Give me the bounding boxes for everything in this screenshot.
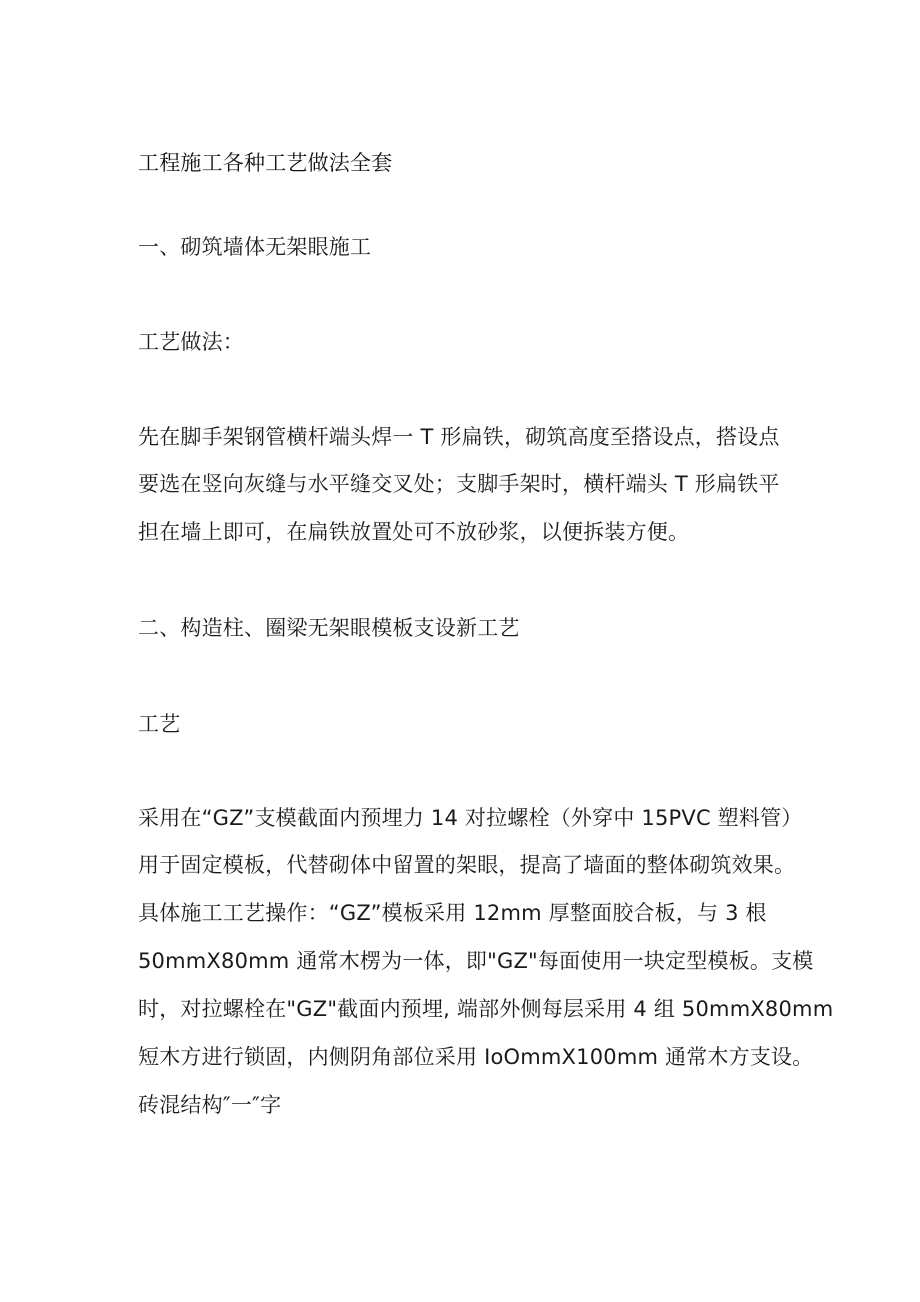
section-1-line-3: 担在墙上即可，在扁铁放置处可不放砂浆，以便拆装方便。	[138, 520, 690, 544]
section-2-line-3: 具体施工工艺操作：“GZ”模板采用 12mm 厚整面胶合板，与 3 根	[138, 901, 767, 925]
section-2-line-4: 50mmX80mm 通常木楞为一体，即"GZ"每面使用一块定型模板。支模	[138, 949, 814, 973]
section-2-line-6: 短木方进行锁固，内侧阴角部位采用 IoOmmX100mm 通常木方支设。	[138, 1045, 814, 1069]
section-1-line-1: 先在脚手架钢管横杆端头焊一 T 形扁铁，砌筑高度至搭设点，搭设点	[138, 425, 780, 449]
section-2-line-5: 时，对拉螺栓在"GZ"截面内预埋, 端部外侧每层采用 4 组 50mmX80mm	[138, 997, 834, 1021]
section-1-subheading: 工艺做法：	[138, 330, 244, 354]
section-1-heading: 一、砌筑墙体无架眼施工	[138, 235, 372, 259]
section-2-line-1: 采用在“GZ”支模截面内预埋力 14 对拉螺栓（外穿中 15PVC 塑料管）	[138, 806, 803, 830]
section-2-line-2: 用于固定模板，代替砌体中留置的架眼，提高了墙面的整体砌筑效果。	[138, 853, 796, 877]
section-2-line-7: 砖混结构″一″字	[138, 1093, 282, 1117]
document-title: 工程施工各种工艺做法全套	[138, 151, 393, 175]
section-1-line-2: 要选在竖向灰缝与水平缝交叉处；支脚手架时，横杆端头 T 形扁铁平	[138, 472, 780, 496]
section-2-heading: 二、构造柱、圈梁无架眼模板支设新工艺	[138, 616, 520, 640]
section-2-subheading: 工艺	[138, 712, 181, 736]
